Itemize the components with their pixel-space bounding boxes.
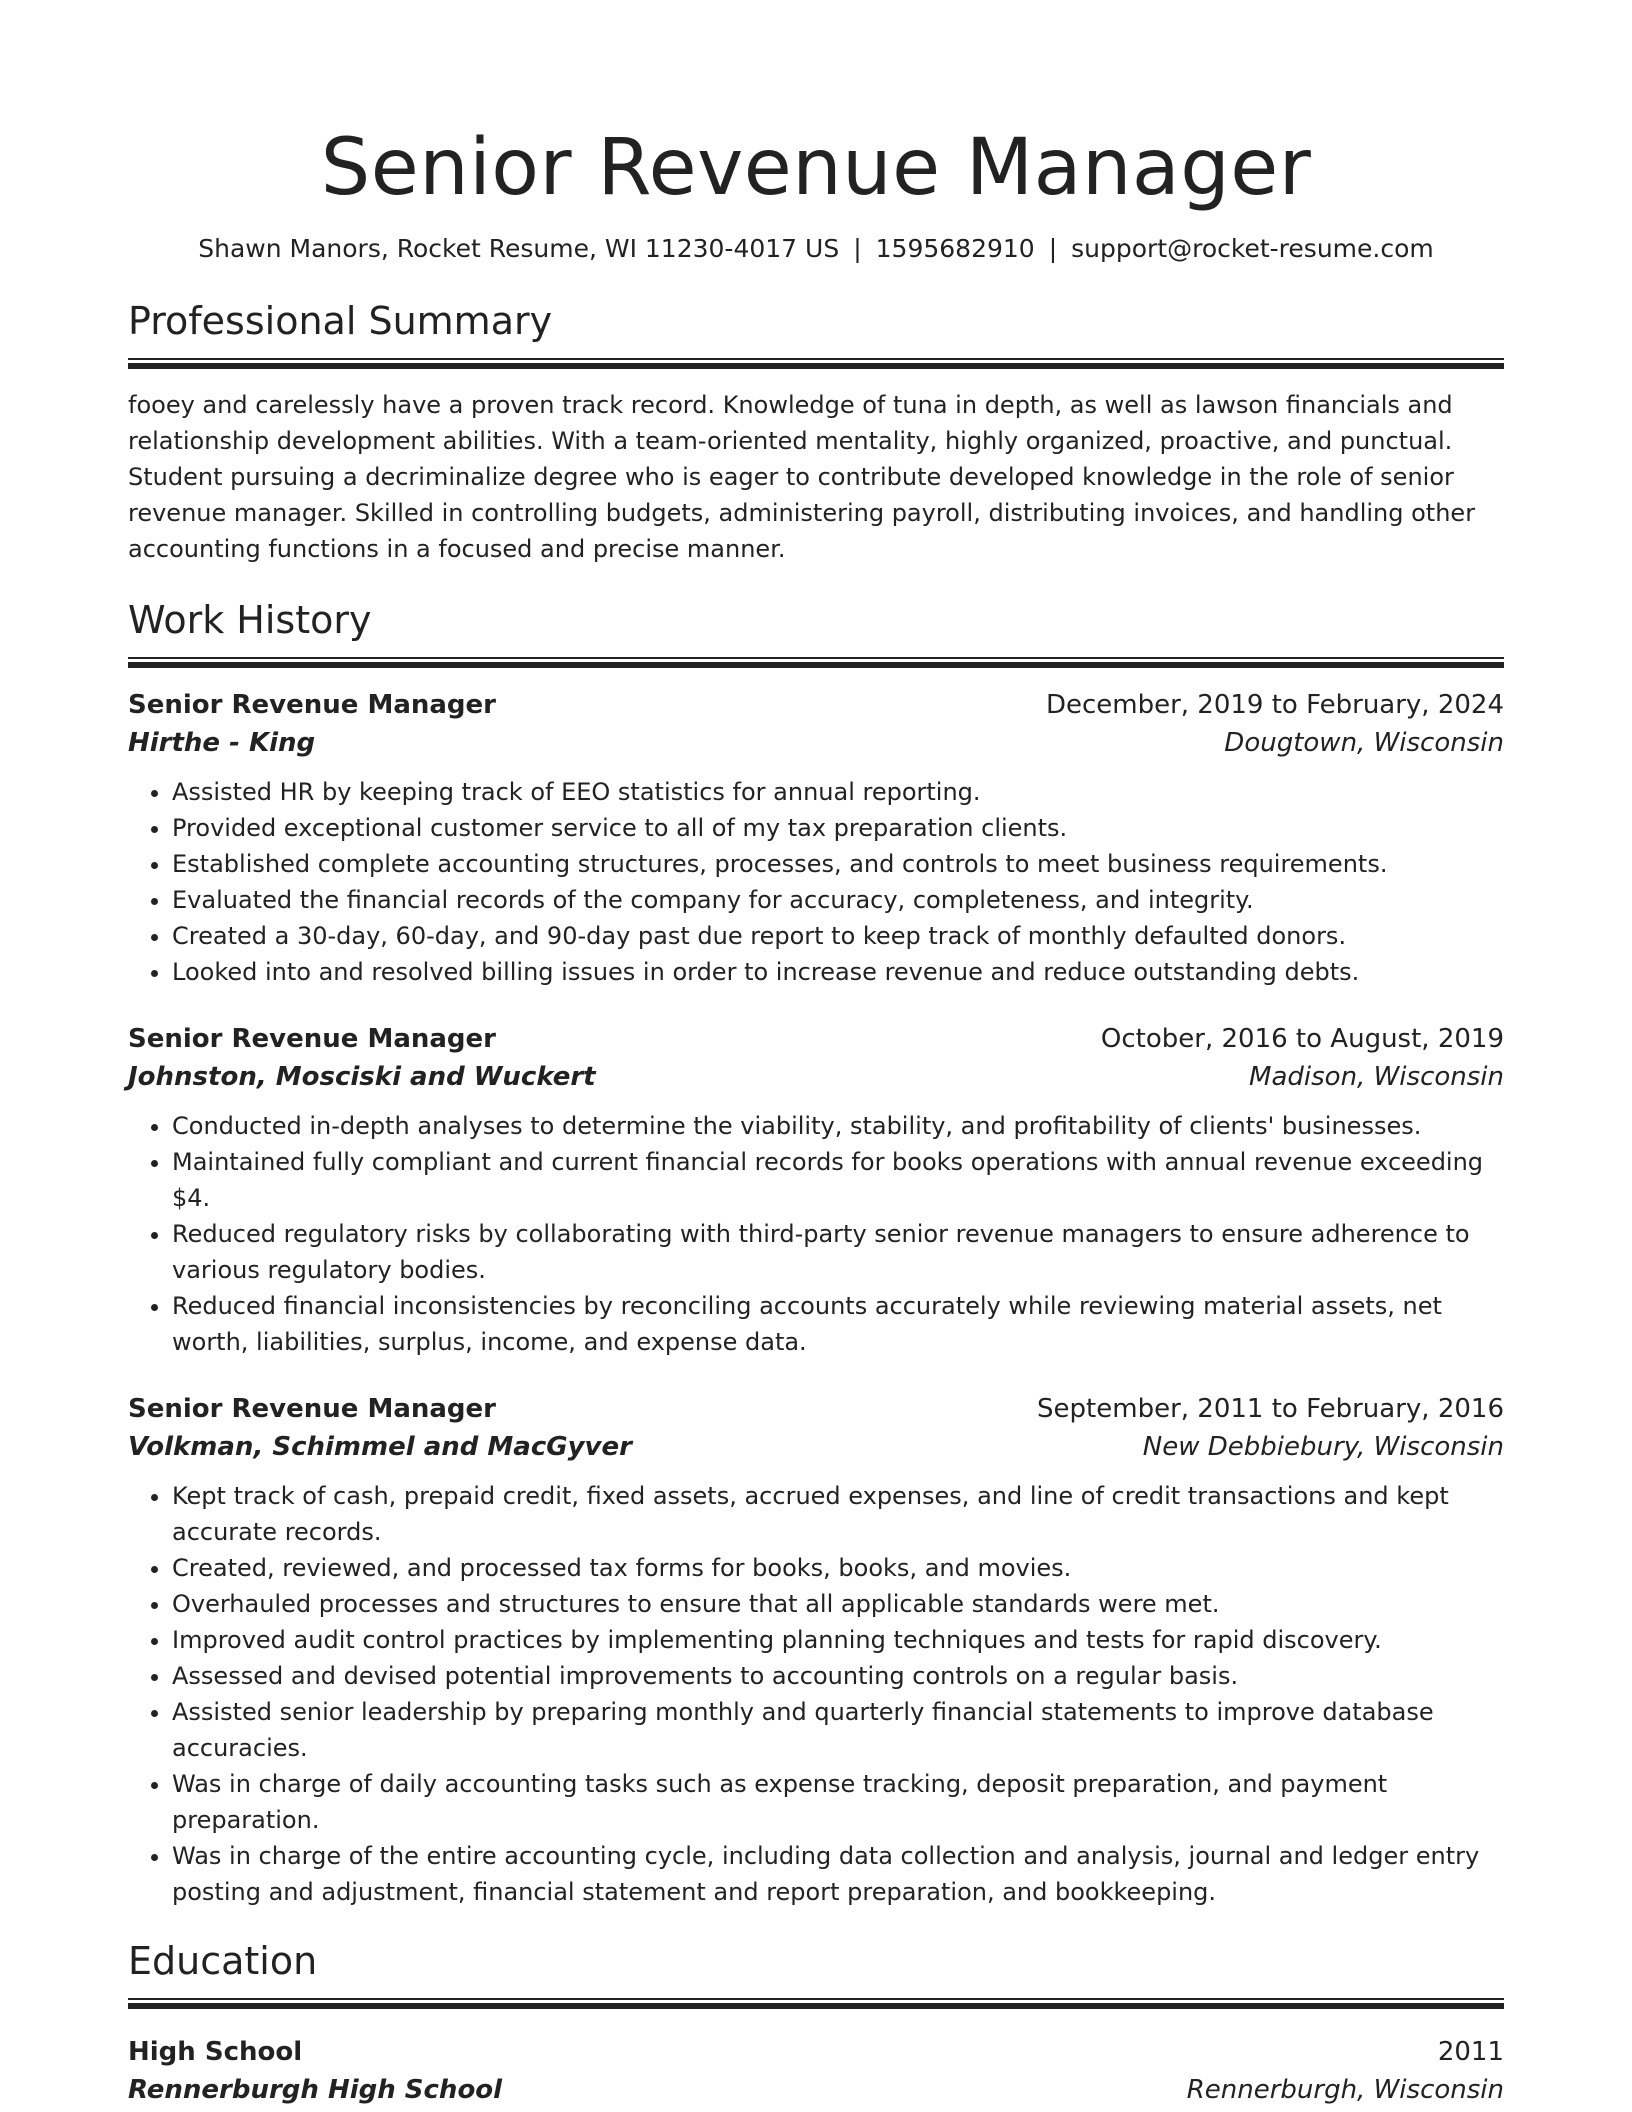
contact-separator: |	[1048, 234, 1058, 263]
contact-email: support@rocket-resume.com	[1071, 234, 1434, 263]
job-bullet: • Looked into and resolved billing issues in order to increase revenue and reduce outstanding debts.	[172, 954, 1504, 990]
education-year: 2011	[1437, 2037, 1504, 2067]
resume-title: Senior Revenue Manager	[320, 123, 1312, 213]
section-title-work-history: Work History	[128, 598, 372, 642]
job-dates: September, 2011 to February, 2016	[1037, 1394, 1504, 1424]
job-bullet: • Reduced financial inconsistencies by reconciling accounts accurately while reviewing material assets, net worth, liabilities, surplus, income, and expense data.	[172, 1288, 1504, 1360]
contact-address: Shawn Manors, Rocket Resume, WI 11230-4017 US	[198, 234, 840, 263]
education-school: Rennerburgh High School	[128, 2075, 503, 2105]
education-location: Rennerburgh, Wisconsin	[1186, 2075, 1504, 2105]
job-bullets	[128, 1108, 1504, 1360]
job-bullet: • Conducted in-depth analyses to determine the viability, stability, and profitability of clients' businesses.	[172, 1108, 1504, 1144]
contact-line	[128, 232, 1504, 266]
job-bullet: • Established complete accounting structures, processes, and controls to meet business requirements.	[172, 846, 1504, 882]
contact-phone: 1595682910	[875, 234, 1035, 263]
job-bullet: • Improved audit control practices by implementing planning techniques and tests for rapid discovery.	[172, 1622, 1504, 1658]
job-bullet: • Reduced regulatory risks by collaborating with third-party senior revenue managers to ensure adherence to various regulatory bodies.	[172, 1216, 1504, 1288]
section-divider	[128, 1998, 1504, 2009]
job-entry	[128, 686, 1504, 990]
resume-page	[128, 0, 1504, 2109]
job-bullet: • Kept track of cash, prepaid credit, fixed assets, accrued expenses, and line of credit transactions and kept accurate records.	[172, 1478, 1504, 1550]
job-bullets	[128, 1478, 1504, 1910]
section-title-summary: Professional Summary	[128, 299, 553, 343]
section-title-education: Education	[128, 1939, 318, 1983]
job-bullet: • Overhauled processes and structures to ensure that all applicable standards were met.	[172, 1586, 1504, 1622]
job-bullet: • Assessed and devised potential improvements to accounting controls on a regular basis.	[172, 1658, 1504, 1694]
job-role: Senior Revenue Manager	[128, 1024, 496, 1054]
job-role: Senior Revenue Manager	[128, 690, 496, 720]
job-bullet: • Was in charge of the entire accounting cycle, including data collection and analysis, journal and ledger entry posting and adjustment, financial statement and report preparation, and bookkeeping.	[172, 1838, 1504, 1910]
job-bullet: • Assisted senior leadership by preparing monthly and quarterly financial statements to improve database accuracies.	[172, 1694, 1504, 1766]
job-entry	[128, 1020, 1504, 1360]
education-entry	[128, 2033, 1504, 2109]
job-bullet: • Maintained fully compliant and current financial records for books operations with annual revenue exceeding $4.	[172, 1144, 1504, 1216]
job-location: New Debbiebury, Wisconsin	[1142, 1432, 1504, 1462]
job-bullet: • Assisted HR by keeping track of EEO statistics for annual reporting.	[172, 774, 1504, 810]
job-company: Hirthe - King	[128, 728, 316, 758]
job-bullet: • Created, reviewed, and processed tax forms for books, books, and movies.	[172, 1550, 1504, 1586]
job-company: Volkman, Schimmel and MacGyver	[128, 1432, 632, 1462]
job-dates: October, 2016 to August, 2019	[1100, 1024, 1504, 1054]
job-entry	[128, 1390, 1504, 1910]
job-location: Dougtown, Wisconsin	[1224, 728, 1504, 758]
job-bullet: • Provided exceptional customer service to all of my tax preparation clients.	[172, 810, 1504, 846]
education-degree: High School	[128, 2037, 303, 2067]
job-location: Madison, Wisconsin	[1249, 1062, 1504, 1092]
job-role: Senior Revenue Manager	[128, 1394, 496, 1424]
contact-separator: |	[853, 234, 862, 263]
section-divider	[128, 358, 1504, 369]
job-bullet: • Created a 30-day, 60-day, and 90-day past due report to keep track of monthly defaulted donors.	[172, 918, 1504, 954]
job-dates: December, 2019 to February, 2024	[1045, 690, 1504, 720]
job-bullets	[128, 774, 1504, 990]
section-divider	[128, 657, 1504, 668]
job-company: Johnston, Mosciski and Wuckert	[128, 1062, 596, 1092]
job-bullet: • Was in charge of daily accounting tasks such as expense tracking, deposit preparation, and payment preparation.	[172, 1766, 1504, 1838]
job-bullet: • Evaluated the financial records of the company for accuracy, completeness, and integrity.	[172, 882, 1504, 918]
summary-text: fooey and carelessly have a proven track record. Knowledge of tuna in depth, as well as lawson financials and relationship development abilities. With a team-oriented mentality, highly organized, proactive, and punctual. Student pursuing a decriminalize degree who is eager to contribute developed knowledge in the role of senior revenue manager. Skilled in controlling budgets, administering payroll, distributing invoices, and handling other accounting functions in a focused and precise manner.	[128, 391, 1476, 563]
